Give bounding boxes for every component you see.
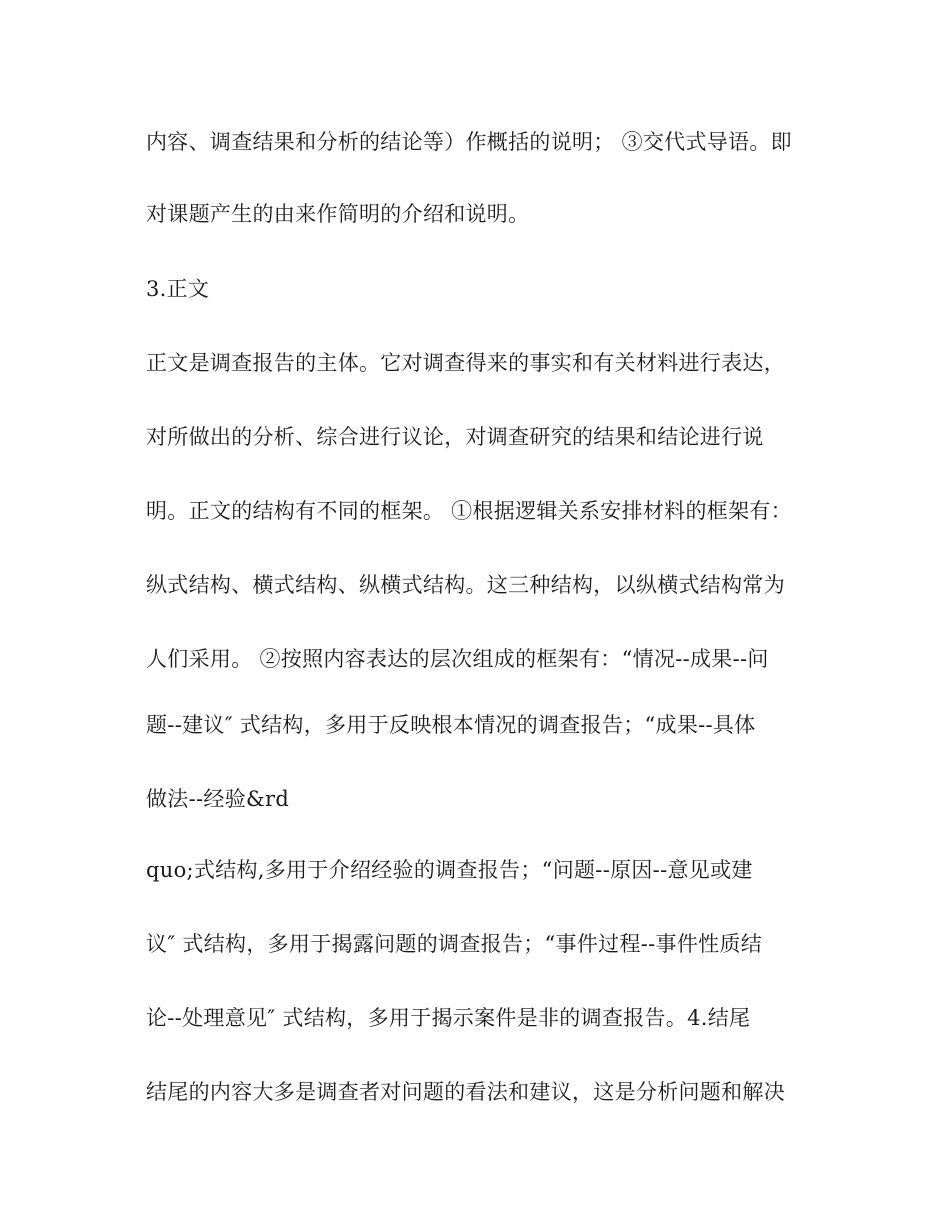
text-line: 论--处理意见″ 式结构，多用于揭示案件是非的调查报告。4.结尾: [146, 1006, 751, 1030]
text-line: quo;式结构,多用于介绍经验的调查报告；“问题--原因--意见或建: [146, 858, 753, 882]
text-line: 做法--经验&rd: [146, 787, 290, 811]
text-line: 人们采用。 ②按照内容表达的层次组成的框架有：“情况--成果--问: [146, 647, 769, 671]
text-line: 正文是调查报告的主体。它对调查得来的事实和有关材料进行表达，: [146, 351, 785, 375]
text-line: 对所做出的分析、综合进行议论，对调查研究的结果和结论进行说: [146, 425, 764, 449]
text-line: 明。正文的结构有不同的框架。 ①根据逻辑关系安排材料的框架有：: [146, 499, 792, 523]
text-line: 纵式结构、横式结构、纵横式结构。这三种结构，以纵横式结构常为: [146, 573, 785, 597]
text-line: 题--建议″ 式结构，多用于反映根本情况的调查报告；“成果--具体: [146, 713, 756, 737]
text-line: 对课题产生的由来作简明的介绍和说明。: [146, 202, 530, 226]
section-heading: 3.正文: [146, 277, 210, 301]
text-line: 结尾的内容大多是调查者对问题的看法和建议，这是分析问题和解决: [146, 1080, 785, 1104]
text-line: 议″ 式结构，多用于揭露问题的调查报告；“事件过程--事件性质结: [146, 932, 763, 956]
text-line: 内容、调查结果和分析的结论等）作概括的说明； ③交代式导语。即: [146, 130, 792, 154]
